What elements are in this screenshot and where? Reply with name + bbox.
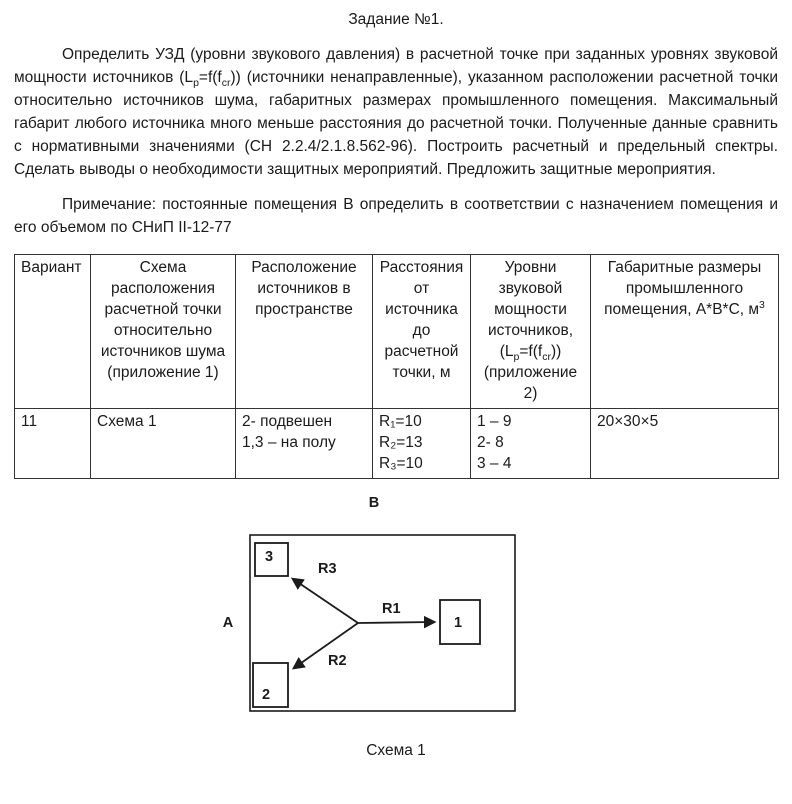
cell-scheme: Схема 1 — [91, 409, 236, 479]
header-dimensions-text: Габаритные размеры промышленного помещения, А*В*С, м — [604, 259, 762, 318]
cell-distances — [373, 409, 471, 479]
cell-levels — [471, 409, 591, 479]
scheme-diagram — [178, 493, 778, 725]
scheme-caption: Схема 1 — [366, 742, 426, 759]
label-b: В — [368, 495, 380, 511]
r3-label: R3 — [318, 561, 337, 577]
cell-line: 3 – 4 — [477, 455, 512, 472]
scheme-svg — [178, 493, 558, 725]
source-3-label: 3 — [265, 549, 274, 565]
header-dimensions — [591, 255, 779, 409]
cell-line: 2- подвешен — [242, 413, 333, 430]
task-text-3: )) (источники ненаправленные), указанном расположении расчетной точки относительно источников шума, габаритных размерах промышленного помещения. Максимальный габарит любого источника много меньше расстояния до расчетной точки. Полученные данные сравнить с нормативными значениями (СН 2.2.4/2.1.8.562-96). Построить расчетный и предельный спектры. Сделать выводы о необходимости защитных мероприятий. Предложить защитные мероприятия. — [14, 69, 778, 178]
header-distances: Расстояния от источника до расчетной точки, м — [373, 255, 471, 409]
source-box-2 — [253, 663, 288, 707]
variants-table — [14, 254, 779, 479]
task-text-2: =f(f — [198, 69, 222, 86]
cell-line: 1 – 9 — [477, 413, 512, 430]
label-a: А — [222, 615, 234, 631]
header-levels-text-2: =f(f — [519, 343, 543, 360]
r1-label: R1 — [382, 601, 401, 617]
cell-line: 1,3 – на полу — [242, 434, 336, 451]
cell-line: 2- 8 — [477, 434, 504, 451]
cell-placement — [236, 409, 373, 479]
r2-label: R2 — [328, 653, 347, 669]
subscript-p: p — [193, 77, 199, 90]
task-paragraph — [14, 43, 778, 181]
header-superscript-3: 3 — [759, 298, 765, 311]
cell-dimensions: 20×30×5 — [591, 409, 779, 479]
note-paragraph: Примечание: постоянные помещения В определить в соответствии с назначением помещения и его объемом по СНиП II-12-77 — [14, 196, 778, 236]
header-scheme: Схема расположения расчетной точки относительно источников шума (приложение 1) — [91, 255, 236, 409]
header-variant: Вариант — [15, 255, 91, 409]
document-title: Задание №1. — [348, 11, 444, 28]
header-subscript-p: p — [513, 351, 520, 364]
header-levels-text-1: Уровни звуковой мощности источников, (L — [487, 259, 574, 360]
cell-line: R₂=13 — [379, 434, 423, 451]
subscript-cr: cr — [221, 77, 231, 90]
cell-line: R₃=10 — [379, 455, 423, 472]
source-2-label: 2 — [262, 687, 271, 703]
source-1-label: 1 — [453, 615, 463, 631]
header-placement: Расположение источников в пространстве — [236, 255, 373, 409]
header-subscript-cr: cr — [542, 351, 551, 364]
table-data-row — [15, 409, 779, 479]
cell-line: R₁=10 — [379, 413, 422, 430]
table-header-row — [15, 255, 779, 409]
cell-variant: 11 — [15, 409, 91, 479]
header-levels — [471, 255, 591, 409]
header-levels-text-3: )) (приложение 2) — [483, 343, 578, 402]
task-text-1: Определить УЗД (уровни звукового давления) в расчетной точке при заданных уровнях звуковой мощности источников (L — [14, 46, 778, 86]
arrow-r1 — [358, 622, 434, 623]
